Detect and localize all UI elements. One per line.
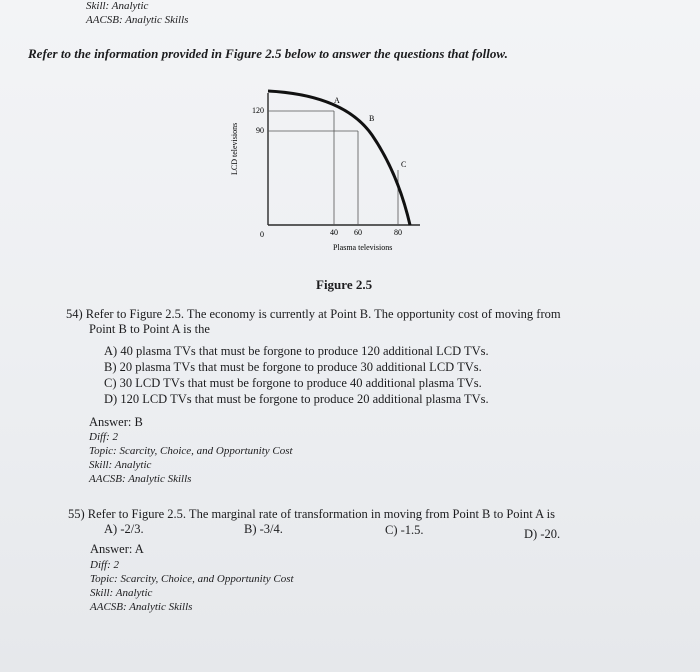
y-tick-0: 0 [260,230,264,239]
q54-stem-line1: 54) Refer to Figure 2.5. The economy is currently at Point B. The opportunity cost of moving from [66,307,561,321]
ppf-figure [220,85,440,260]
x-tick-60: 60 [354,228,362,237]
q55-answer: Answer: A [90,542,144,556]
figure-caption: Figure 2.5 [316,277,373,292]
header-skill: Skill: Analytic [86,0,149,12]
x-tick-80: 80 [394,228,402,237]
q54-aacsb: AACSB: Analytic Skills [89,473,192,485]
point-label-a: A [334,96,340,105]
y-tick-120: 120 [252,106,264,115]
q55-skill: Skill: Analytic [90,587,153,599]
q55-option-a: A) -2/3. [104,522,144,536]
point-label-c: C [401,160,407,169]
header-aacsb: AACSB: Analytic Skills [86,14,189,26]
q54-topic: Topic: Scarcity, Choice, and Opportunity Cost [89,445,293,457]
q55-option-c: C) -1.5. [385,523,424,537]
y-tick-90: 90 [256,126,264,135]
q54-option-a: A) 40 plasma TVs that must be forgone to produce 120 additional LCD TVs. [104,344,489,358]
q54-diff: Diff: 2 [89,431,119,443]
q55-option-d: D) -20. [524,527,561,541]
x-tick-40: 40 [330,228,338,237]
q55-aacsb: AACSB: Analytic Skills [90,601,193,613]
q55-option-b: B) -3/4. [244,522,283,536]
q54-answer: Answer: B [89,415,143,429]
q54-skill: Skill: Analytic [89,459,152,471]
x-axis-label: Plasma televisions [333,243,393,252]
q54-stem-line2: Point B to Point A is the [89,322,210,336]
q54-option-b: B) 20 plasma TVs that must be forgone to produce 30 additional LCD TVs. [104,360,482,374]
y-axis-label: LCD televisions [230,122,239,175]
point-label-b: B [369,114,375,123]
q54-option-d: D) 120 LCD TVs that must be forgone to produce 20 additional plasma TVs. [104,392,489,406]
q55-diff: Diff: 2 [90,559,120,571]
q55-topic: Topic: Scarcity, Choice, and Opportunity Cost [90,573,294,585]
q55-stem: 55) Refer to Figure 2.5. The marginal rate of transformation in moving from Point B to Point A is [68,507,555,521]
instruction: Refer to the information provided in Figure 2.5 below to answer the questions that follow. [28,46,508,61]
q54-option-c: C) 30 LCD TVs that must be forgone to produce 40 additional plasma TVs. [104,376,482,390]
